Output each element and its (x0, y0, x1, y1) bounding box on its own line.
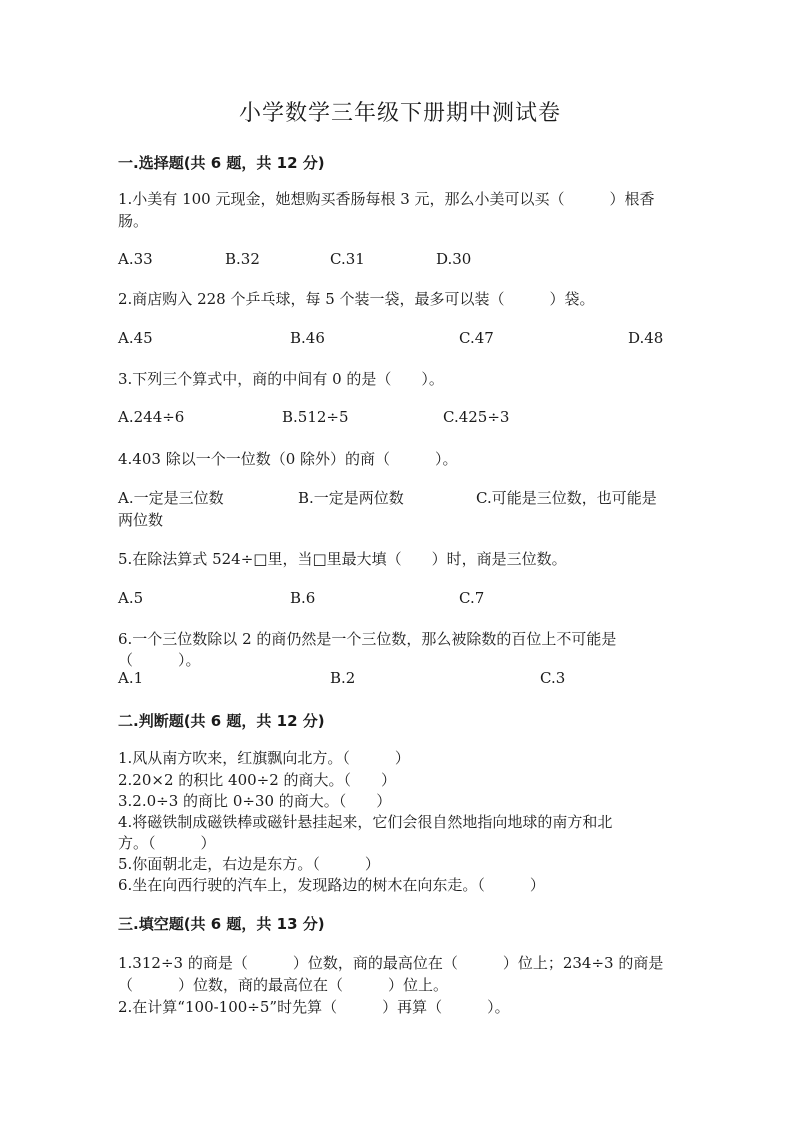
option-b: B.一定是两位数 (298, 489, 404, 507)
option-a: A.一定是三位数 (118, 489, 224, 507)
option-c: C.可能是三位数，也可能是 (476, 489, 657, 507)
judge-line: 方。（ ） (118, 834, 216, 852)
option-a: A.33 (118, 250, 153, 268)
fill-line: 1.312÷3 的商是（ ）位数，商的最高位在（ ）位上；234÷3 的商是 (118, 954, 664, 972)
section-heading-choice: 一.选择题(共 6 题，共 12 分) (118, 154, 325, 172)
option-c: C.7 (459, 589, 485, 607)
option-c-cont: 两位数 (118, 511, 164, 529)
question-text-cont: 肠。 (118, 212, 149, 230)
option-d: D.30 (436, 250, 472, 268)
option-b: B.2 (330, 669, 356, 687)
question-text: 4.403 除以一个一位数（0 除外）的商（ ）。 (118, 450, 458, 468)
option-a: A.45 (118, 329, 153, 347)
option-d: D.48 (628, 329, 664, 347)
section-heading-judge: 二.判断题(共 6 题，共 12 分) (118, 712, 325, 730)
question-text-cont: （ ）。 (118, 651, 201, 669)
question-text: 6.一个三位数除以 2 的商仍然是一个三位数，那么被除数的百位上不可能是 (118, 630, 617, 648)
judge-line: 4.将磁铁制成磁铁棒或磁针悬挂起来，它们会很自然地指向地球的南方和北 (118, 813, 613, 831)
judge-line: 1.风从南方吹来，红旗飘向北方。（ ） (118, 749, 410, 767)
question-text: 1.小美有 100 元现金，她想购买香肠每根 3 元，那么小美可以买（ ）根香 (118, 190, 655, 208)
option-b: B.46 (290, 329, 325, 347)
option-c: C.47 (459, 329, 494, 347)
judge-line: 6.坐在向西行驶的汽车上，发现路边的树木在向东走。（ ） (118, 876, 545, 894)
option-c: C.425÷3 (443, 408, 510, 426)
judge-line: 3.2.0÷3 的商比 0÷30 的商大。（ ） (118, 792, 392, 810)
question-text: 2.商店购入 228 个乒乓球，每 5 个装一袋，最多可以装（ ）袋。 (118, 290, 595, 308)
option-b: B.6 (290, 589, 316, 607)
fill-line: （ ）位数，商的最高位在（ ）位上。 (118, 976, 449, 994)
question-text: 5.在除法算式 524÷□里，当□里最大填（ ）时，商是三位数。 (118, 550, 567, 568)
section-heading-fill: 三.填空题(共 6 题，共 13 分) (118, 915, 325, 933)
option-b: B.512÷5 (282, 408, 349, 426)
option-a: A.1 (118, 669, 144, 687)
judge-line: 2.20×2 的积比 400÷2 的商大。（ ） (118, 771, 397, 789)
page-title: 小学数学三年级下册期中测试卷 (238, 101, 561, 126)
option-c: C.3 (540, 669, 566, 687)
option-a: A.244÷6 (118, 408, 185, 426)
option-b: B.32 (225, 250, 260, 268)
option-a: A.5 (118, 589, 144, 607)
question-text: 3.下列三个算式中，商的中间有 0 的是（ ）。 (118, 370, 444, 388)
judge-line: 5.你面朝北走，右边是东方。（ ） (118, 855, 380, 873)
option-c: C.31 (330, 250, 365, 268)
fill-line: 2.在计算“100-100÷5”时先算（ ）再算（ ）。 (118, 998, 510, 1016)
